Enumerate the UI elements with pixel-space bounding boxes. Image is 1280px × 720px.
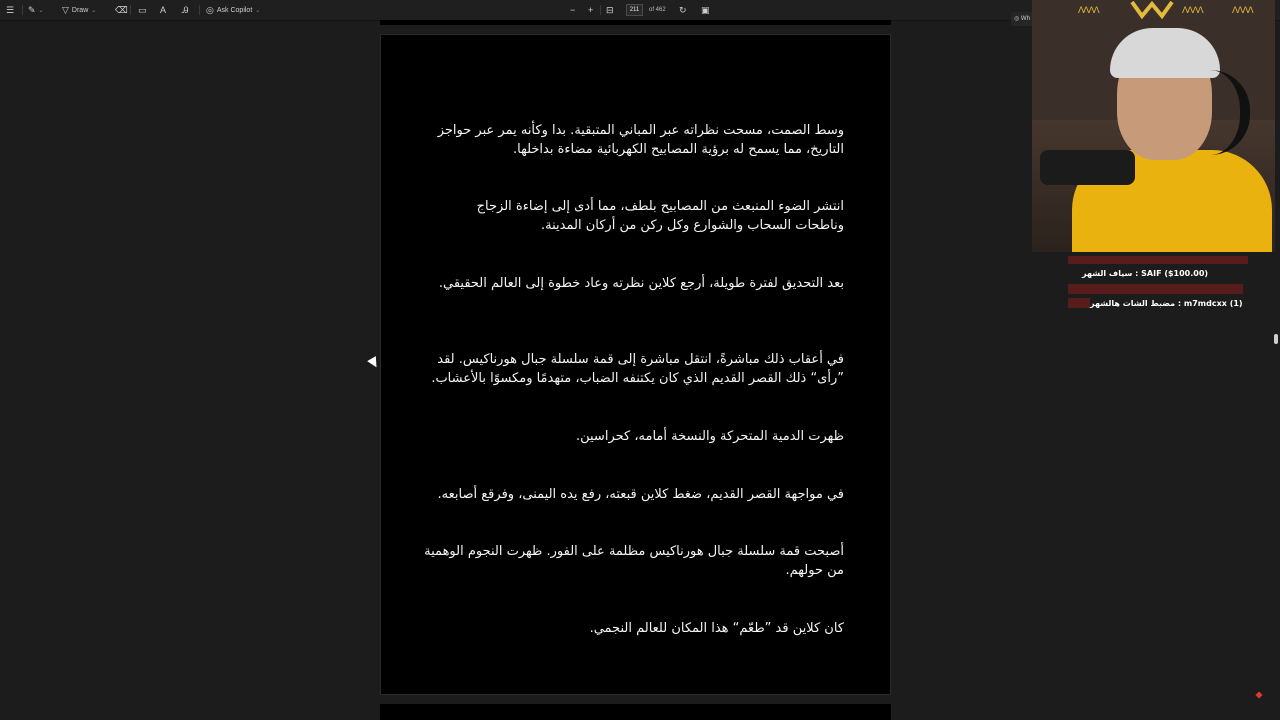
page-view-button[interactable] [701,3,710,17]
scrollbar-thumb[interactable] [1274,334,1278,344]
zigzag-decoration-icon: ᐱᐱᐱᐱ [1078,5,1099,15]
paragraph: انتشر الضوء المنبعث من المصابيح بلطف، مما أدى إلى إضاءة الزجاج وناطحات السحاب والشوارع وكل ركن من أركان المدينة. [476,199,844,233]
previous-page-edge [380,20,891,25]
chat-alert: SAIF ($100.00) : سياف الشهر [1082,269,1209,278]
copilot-tab[interactable]: ◎ Wh [1011,12,1039,26]
copilot-icon: ◎ [1014,16,1020,22]
pdf-page [380,34,891,695]
eraser-icon: ⌫ [115,5,128,15]
paragraph: أصبحت قمة سلسلة جبال هورناكيس مظلمة على الفور. ظهرت النجوم الوهمية من حولهم. [424,544,844,578]
zigzag-decoration-icon: ᐱᐱᐱᐱ [1232,5,1253,15]
immersive-reader-icon: Ꭿ [182,5,189,15]
toolbar-divider [600,5,601,15]
read-aloud-button[interactable] [160,3,166,17]
rotate-icon: ↻ [679,5,687,15]
fit-page-button[interactable] [606,3,614,17]
paragraph: ظهرت الدمية المتحركة والنسخة أمامه، كحراسين. [575,429,844,444]
paragraph: بعد التحديق لفترة طويلة، أرجع كلاين نظرته وعاد خطوة إلى العالم الحقيقي. [438,276,844,291]
page-number-input[interactable]: 211 [626,4,643,16]
chat-alert: m7mdcxx (1) : مضبط الشات هالشهر [1090,299,1243,308]
webcam-feed [1032,0,1275,252]
mouse-cursor-icon [367,356,381,370]
draw-icon: ▽ [62,5,69,15]
immersive-button[interactable] [182,3,189,17]
book-icon: ▣ [701,5,710,15]
toolbar-divider [130,5,131,15]
paragraph: في مواجهة القصر القديم، ضغط كلاين قبعته، رفع يده اليمنى، وفرقع أصابعه. [437,487,844,502]
ask-copilot-button[interactable] [206,3,260,17]
rotate-button[interactable] [679,3,687,17]
paragraph: كان كلاين قد ”طعّم“ هذا المكان للعالم النجمي. [589,621,844,636]
chevron-down-icon: ⌄ [255,7,261,14]
next-page-edge [380,704,891,720]
contents-icon[interactable]: ☰ [6,5,15,15]
webcam-microphone [1040,150,1135,185]
toolbar-divider [199,5,200,15]
ask-copilot-label: Ask Copilot [216,6,253,14]
draw-label: Draw [71,6,89,14]
highlight-button[interactable] [28,3,44,17]
crown-logo-icon [1130,0,1174,20]
chevron-down-icon: ⌄ [38,7,44,14]
fit-page-icon: ⊟ [606,5,614,15]
erase-button[interactable] [115,3,128,17]
highlighter-icon: ✎ [28,5,36,15]
copilot-icon: ◎ [206,5,214,15]
paragraph: وسط الصمت، مسحت نظراته عبر المباني المتبقية. بدا وكأنه يمر عبر حواجز التاريخ، مما يسمح له برؤية المصابيح الكهربائية مضاءة بداخلها. [437,123,844,157]
chat-blur [1068,284,1243,294]
view-button[interactable] [138,3,147,17]
layout-icon: ▭ [138,5,147,15]
chat-blur [1068,298,1090,308]
zigzag-decoration-icon: ᐱᐱᐱᐱ [1182,5,1203,15]
chat-blur [1068,256,1248,264]
read-aloud-icon: A [160,5,167,15]
draw-button[interactable] [62,3,96,17]
pdf-icon: ⯁ [1255,691,1263,702]
paragraph: في أعقاب ذلك مباشرةً، انتقل مباشرة إلى قمة سلسلة جبال هورناكيس. لقد ”رأى“ ذلك القصر القديم الذي كان يكتنفه الضباب، متهدمًا ومكسوًا بالأعشاب. [431,352,844,386]
page-total: of 462 [649,7,666,13]
zoom-out-button[interactable]: − [570,5,576,15]
chevron-down-icon: ⌄ [91,7,97,14]
zoom-in-button[interactable]: + [588,5,594,15]
toolbar-divider [22,5,23,15]
